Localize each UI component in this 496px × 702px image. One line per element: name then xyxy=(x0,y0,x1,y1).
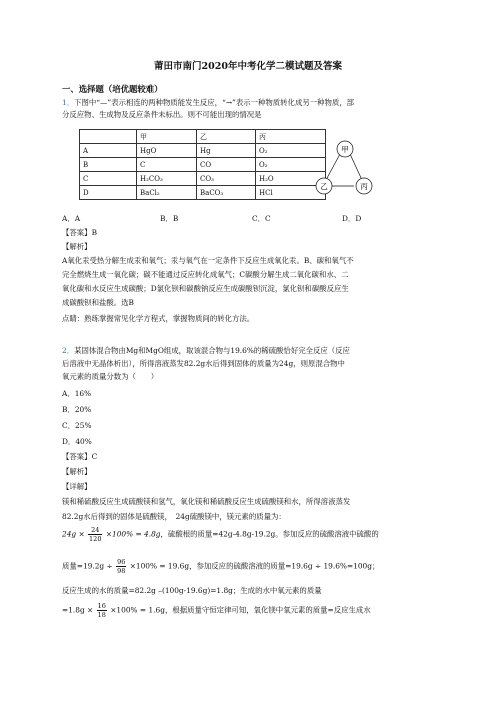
q1-stem-line2: 分反应物、生成物及反应条件未标出。则不可能出现的情况是 xyxy=(62,110,262,119)
table-cell: HCl xyxy=(256,186,326,200)
q2-detail-line2: 82.2g水后得到的固体是硫酸镁， 24g硫酸镁中，镁元素的质量为： xyxy=(62,512,286,521)
q1-stem-line1 xyxy=(62,98,354,108)
math-fraction xyxy=(97,602,107,619)
q2-detail-label: 【详解】 xyxy=(62,482,92,491)
q1-answer: 【答案】B xyxy=(62,228,97,237)
q2-option-b: B．20% xyxy=(62,405,92,414)
q1-stem-text1: 下图中“—”表示相连的两种物质能发生反应，“→”表示一种物质转化成另一种物质，部 xyxy=(74,98,355,107)
q1-analysis-label: 【解析】 xyxy=(62,242,92,251)
table-cell: A xyxy=(80,144,137,158)
q2-math-line3 xyxy=(62,602,371,619)
q2-stem-line3: 氧元素的质量分数为（ ） xyxy=(62,372,159,381)
fraction-denominator: 98 xyxy=(117,567,126,575)
fraction-denominator: 120 xyxy=(89,535,102,543)
table-cell: O₂ xyxy=(256,144,326,158)
math-text: ×100% = 1.6g xyxy=(110,605,165,615)
q2-detail-line1: 镁和稀硫酸反应生成硫酸镁和氢气，氧化镁和稀硫酸反应生成硫酸镁和水，所得溶液蒸发 xyxy=(62,497,351,506)
math-fraction xyxy=(88,526,102,543)
table-cell: H₂O xyxy=(256,172,326,186)
table-cell xyxy=(80,130,137,144)
table-cell: H₂CO₃ xyxy=(137,172,197,186)
table-row xyxy=(80,158,326,172)
math-explanation: ，根据质量守恒定律可知，氧化镁中氧元素的质量=反应生成水 xyxy=(164,605,371,615)
math-text: =1.8g × xyxy=(62,605,94,615)
table-cell: C xyxy=(137,158,197,172)
table-cell: 乙 xyxy=(197,130,256,144)
q1-table xyxy=(79,129,326,200)
q2-math-line2 xyxy=(62,558,379,575)
diagram-label-right: 丙 xyxy=(360,182,368,191)
q1-analysis-line: A氧化汞受热分解生成汞和氧气；汞与氧气在一定条件下反应生成氧化汞。B、碳和氧气不 xyxy=(62,256,354,265)
table-cell: O₂ xyxy=(256,158,326,172)
q2-stem-text1: 某固体混合物由Mg和MgO组成，取该混合物与19.6%的稀硫酸恰好完全反应（反应 xyxy=(74,346,350,355)
math-text: ×100% = 4.8g xyxy=(105,529,161,539)
q1-options xyxy=(62,214,362,224)
table-row xyxy=(80,144,326,158)
diagram-line xyxy=(350,154,362,180)
q1-option-a: A．A xyxy=(62,214,81,223)
table-cell: CO₃ xyxy=(197,172,256,186)
diagram-line xyxy=(326,154,340,180)
table-header-row xyxy=(80,130,326,144)
table-cell: 甲 xyxy=(137,130,197,144)
q2-water-line: 反应生成的水的质量=82.2g –(100g-19.6g)=1.8g；生成的水中氧元素的质量 xyxy=(62,586,322,595)
table-cell: BaCl₂ xyxy=(137,186,197,200)
q2-math-line1 xyxy=(62,526,379,543)
table-cell: CO xyxy=(197,158,256,172)
math-fraction xyxy=(116,558,126,575)
section-heading: 一、选择题（培优题较难） xyxy=(62,84,163,94)
diagram-label-left: 乙 xyxy=(320,182,328,191)
table-cell: B xyxy=(80,158,137,172)
math-explanation: ，硫酸根的质量=42g-4.8g-19.2g。参加反应的硫酸溶液中硫酸的 xyxy=(160,529,379,539)
fraction-numerator: 24 xyxy=(88,526,102,535)
q2-option-a: A．16% xyxy=(62,389,92,398)
q1-option-b: B．B xyxy=(160,214,179,223)
q2-stem-line2: 后溶液中无晶体析出），所得溶液蒸发82.2g水后得到固体的质量为24g，则原混合物中 xyxy=(62,359,345,368)
math-text: 质量=19.2g ÷ xyxy=(62,561,113,571)
q2-stem-line1 xyxy=(62,346,350,356)
table-cell: C xyxy=(80,172,137,186)
q1-analysis-line: 成碳酸钡和盐酸。选B xyxy=(62,298,134,307)
q2-number: 2． xyxy=(62,346,75,355)
math-explanation: ，参加反应的硫酸溶液的质量=19.6g ÷ 19.6%=100g； xyxy=(189,561,380,571)
table-cell: HgO xyxy=(137,144,197,158)
q1-analysis-line: 氧化碳和水反应生成碳酸；D氯化钡和碳酸钠反应生成碳酸钡沉淀，氯化钡和碳酸反应生 xyxy=(62,284,349,293)
fraction-numerator: 96 xyxy=(117,558,126,566)
relation-diagram xyxy=(310,140,380,200)
q2-option-c: C．25% xyxy=(62,421,92,430)
table-cell: BaCO₃ xyxy=(197,186,256,200)
q2-analysis-label: 【解析】 xyxy=(62,467,92,476)
page-title: 莆田市南门2020年中考化学二模试题及答案 xyxy=(154,61,342,72)
q1-option-c: C．C xyxy=(252,214,271,223)
math-text: ×100% = 19.6g xyxy=(129,561,190,571)
q1-tip: 点睛：熟练掌握常见化学方程式，掌握物质间的转化方法。 xyxy=(62,314,255,323)
q1-option-d: D．D xyxy=(342,214,362,223)
q1-number: 1． xyxy=(62,98,75,107)
table-row xyxy=(80,172,326,186)
table-cell: D xyxy=(80,186,137,200)
fraction-numerator: 16 xyxy=(97,602,106,610)
math-text: 24g × xyxy=(62,529,85,539)
diagram-label-top: 甲 xyxy=(341,145,349,154)
fraction-denominator: 18 xyxy=(97,611,106,619)
q2-answer: 【答案】C xyxy=(62,452,98,461)
table-row xyxy=(80,186,326,200)
table-cell: 丙 xyxy=(256,130,326,144)
table-cell: Hg xyxy=(197,144,256,158)
q2-option-d: D．40% xyxy=(62,437,92,446)
q1-analysis-line: 完全燃烧生成一氧化碳；碳不能通过反应转化成氧气；C碳酸分解生成二氧化碳和水、二 xyxy=(62,270,349,279)
